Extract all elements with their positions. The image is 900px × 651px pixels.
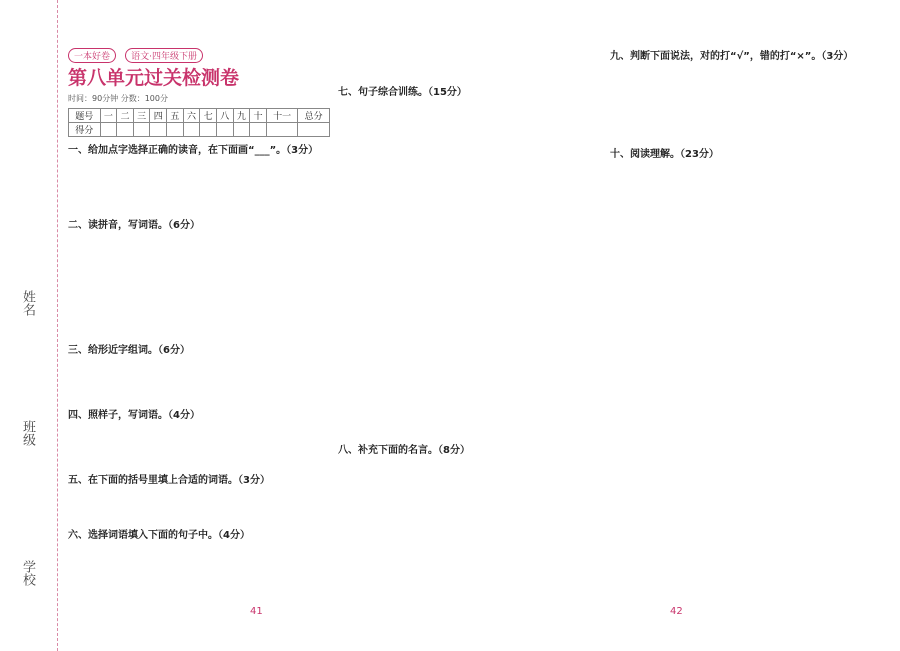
score-cell <box>200 123 217 137</box>
score-cell <box>133 123 150 137</box>
section-7-heading: 七、句子综合训练。（15分） <box>338 87 467 98</box>
section-5-heading: 五、在下面的括号里填上合适的词语。（3分） <box>68 475 270 486</box>
score-cell: 七 <box>200 109 217 123</box>
page-title: 第八单元过关检测卷 <box>68 67 240 89</box>
grade-badge: 语文·四年级下册 <box>125 48 203 63</box>
score-cell <box>250 123 267 137</box>
score-cell: 十 <box>250 109 267 123</box>
section-2-heading: 二、读拼音，写词语。（6分） <box>68 220 200 231</box>
section-4-heading: 四、照样子，写词语。（4分） <box>68 410 200 421</box>
name-label: 姓名 <box>20 290 35 316</box>
score-table <box>68 108 330 137</box>
score-cell <box>117 123 134 137</box>
page-number-right: 42 <box>670 606 683 617</box>
score-cell: 十一 <box>266 109 298 123</box>
section-6-heading: 六、选择词语填入下面的句子中。（4分） <box>68 530 250 541</box>
sidebar <box>0 0 58 651</box>
score-cell: 九 <box>233 109 250 123</box>
school-label: 学校 <box>20 560 35 586</box>
brand-badge: 一本好卷 <box>68 48 116 63</box>
middle-column <box>338 44 600 459</box>
class-label: 班级 <box>20 420 35 446</box>
score-cell <box>100 123 117 137</box>
score-cell: 题号 <box>69 109 101 123</box>
score-cell: 一 <box>100 109 117 123</box>
score-cell: 五 <box>167 109 184 123</box>
section-10-heading: 十、阅读理解。（23分） <box>610 148 719 160</box>
score-cell: 三 <box>133 109 150 123</box>
score-cell: 二 <box>117 109 134 123</box>
score-cell <box>216 123 233 137</box>
score-cell <box>183 123 200 137</box>
score-cell: 八 <box>216 109 233 123</box>
section-9-heading: 九、判断下面说法，对的打“√”，错的打“×”。（3分） <box>610 51 854 62</box>
test-meta: 时间：90分钟 分数：100分 <box>68 94 168 103</box>
score-cell <box>150 123 167 137</box>
score-cell <box>266 123 298 137</box>
score-cell: 四 <box>150 109 167 123</box>
score-cell: 总分 <box>298 109 330 123</box>
page-number-left: 41 <box>250 606 263 617</box>
score-cell: 六 <box>183 109 200 123</box>
section-1-heading: 一、给加点字选择正确的读音，在下面画“___”。（3分） <box>68 145 319 156</box>
score-cell <box>167 123 184 137</box>
section-3-heading: 三、给形近字组词。（6分） <box>68 345 190 356</box>
left-page <box>68 44 330 541</box>
score-cell <box>233 123 250 137</box>
section-8-heading: 八、补充下面的名言。（8分） <box>338 444 470 456</box>
right-column <box>610 44 892 163</box>
score-cell <box>298 123 330 137</box>
score-cell: 得分 <box>69 123 101 137</box>
